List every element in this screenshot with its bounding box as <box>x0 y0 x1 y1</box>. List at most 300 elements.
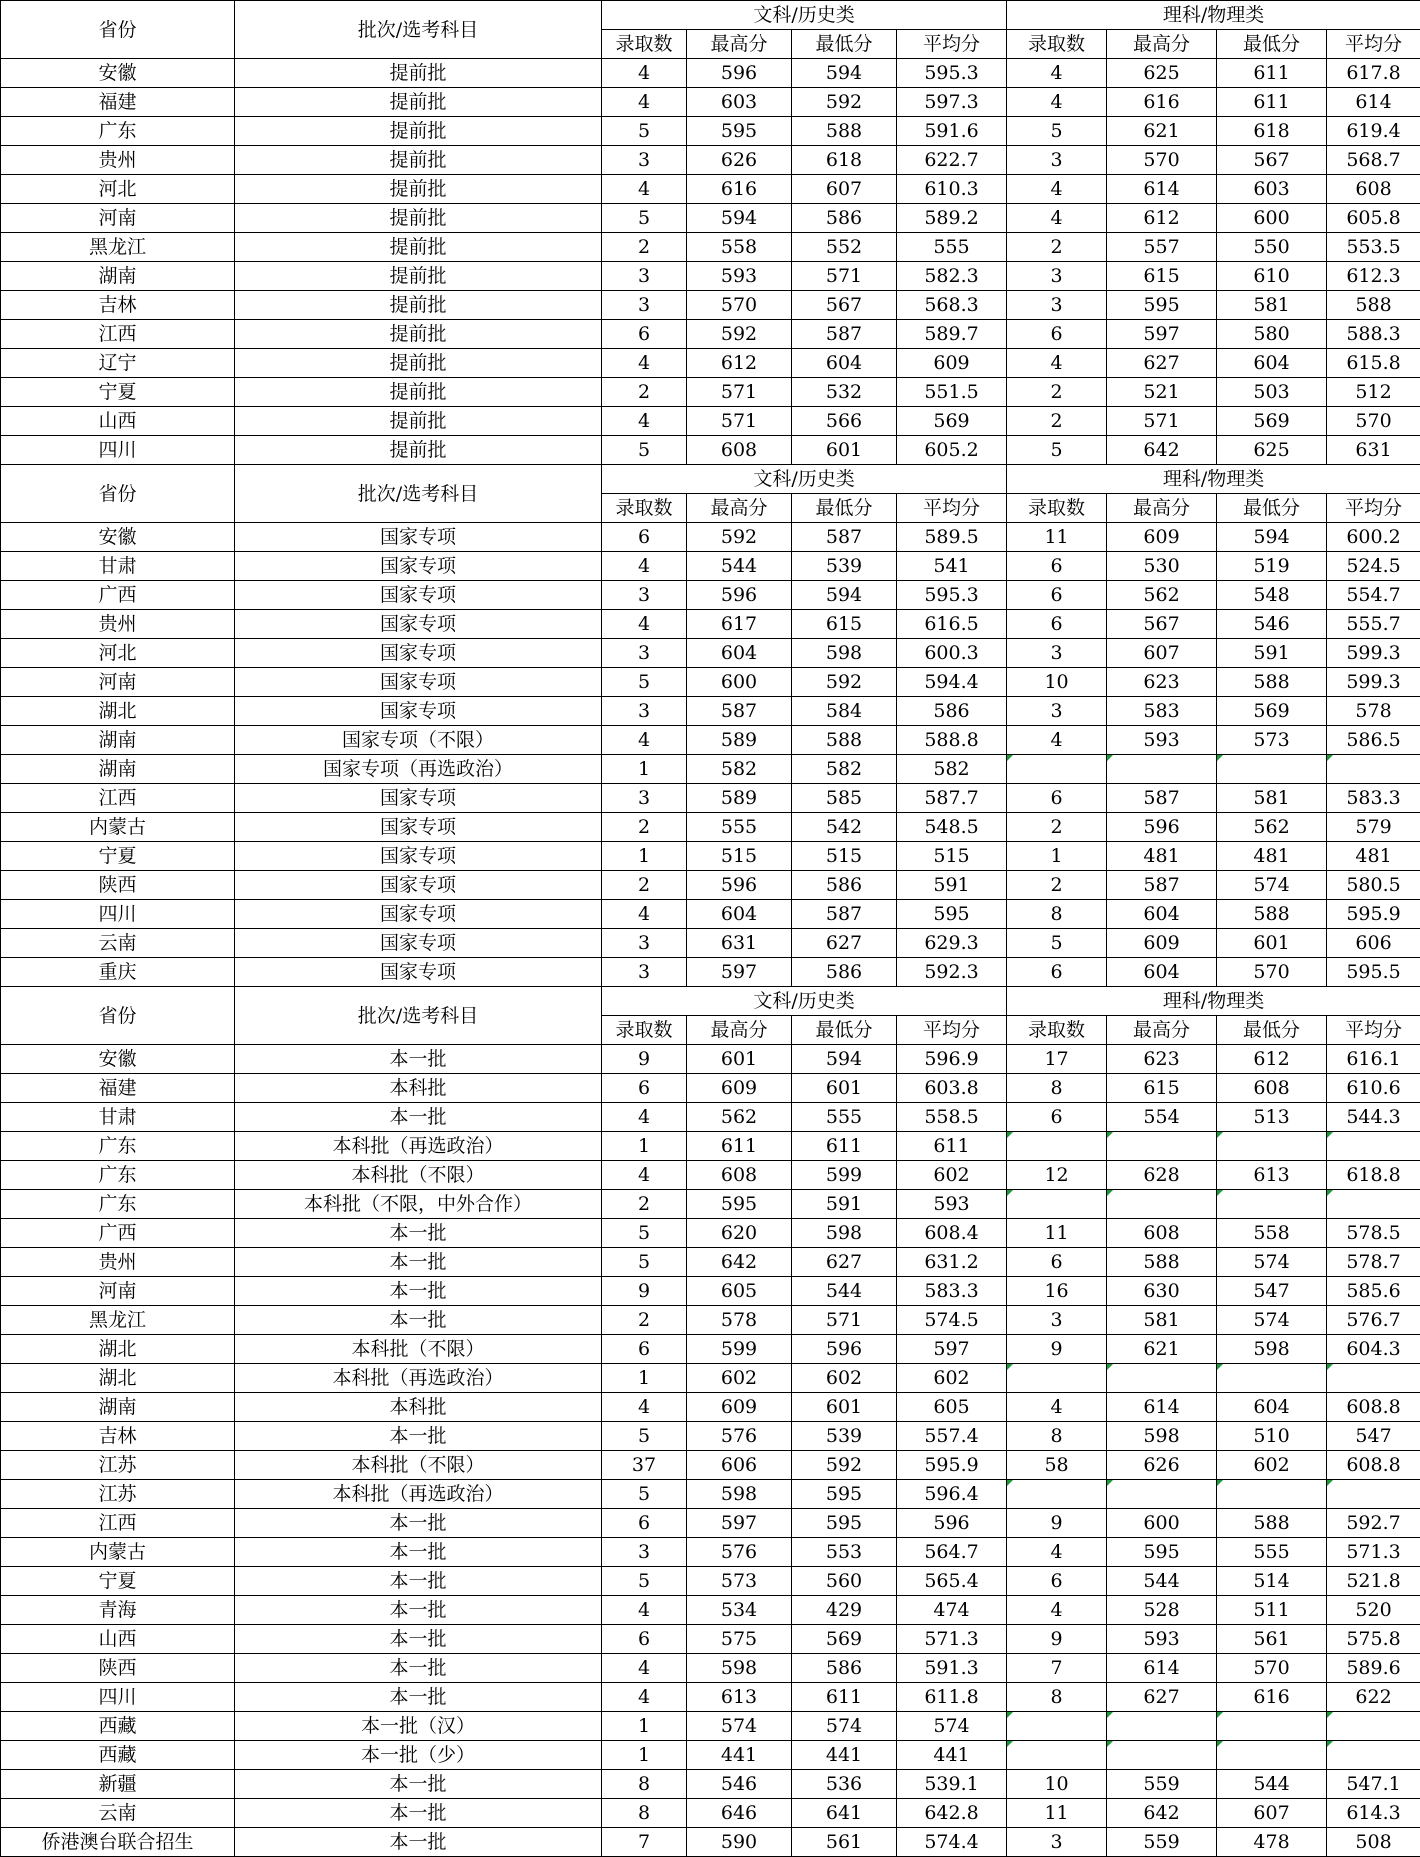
cell-science-count: 6 <box>1007 1567 1107 1596</box>
cell-liberal-avg: 595.9 <box>897 1451 1007 1480</box>
cell-province: 四川 <box>1 900 235 929</box>
cell-science-max: 528 <box>1107 1596 1217 1625</box>
cell-liberal-max: 573 <box>687 1567 792 1596</box>
table-row <box>1 523 1420 552</box>
cell-liberal-max: 595 <box>687 117 792 146</box>
cell-liberal-min: 595 <box>792 1509 897 1538</box>
cell-liberal-count: 4 <box>602 1683 687 1712</box>
cell-liberal-avg: 574 <box>897 1712 1007 1741</box>
cell-science-max <box>1107 1132 1217 1161</box>
cell-science-count: 3 <box>1007 697 1107 726</box>
cell-batch: 提前批 <box>235 175 602 204</box>
cell-science-min: 600 <box>1217 204 1327 233</box>
cell-liberal-min: 571 <box>792 262 897 291</box>
cell-batch: 提前批 <box>235 349 602 378</box>
cell-liberal-avg: 631.2 <box>897 1248 1007 1277</box>
cell-liberal-max: 592 <box>687 523 792 552</box>
cell-liberal-avg: 602 <box>897 1364 1007 1393</box>
cell-province: 甘肃 <box>1 552 235 581</box>
cell-liberal-avg: 548.5 <box>897 813 1007 842</box>
cell-liberal-max: 555 <box>687 813 792 842</box>
cell-science-min: 625 <box>1217 436 1327 465</box>
table-row <box>1 1161 1420 1190</box>
cell-science-count: 11 <box>1007 1219 1107 1248</box>
cell-province: 宁夏 <box>1 378 235 407</box>
cell-batch: 提前批 <box>235 436 602 465</box>
cell-batch: 国家专项 <box>235 581 602 610</box>
cell-liberal-max: 587 <box>687 697 792 726</box>
cell-liberal-max: 592 <box>687 320 792 349</box>
cell-liberal-avg: 593 <box>897 1190 1007 1219</box>
cell-liberal-avg: 541 <box>897 552 1007 581</box>
cell-science-min: 570 <box>1217 1654 1327 1683</box>
cell-science-min: 588 <box>1217 668 1327 697</box>
cell-batch: 提前批 <box>235 204 602 233</box>
cell-science-min: 607 <box>1217 1799 1327 1828</box>
cell-liberal-min: 441 <box>792 1741 897 1770</box>
cell-science-max: 600 <box>1107 1509 1217 1538</box>
table-row <box>1 552 1420 581</box>
cell-science-avg <box>1327 1741 1420 1770</box>
cell-province: 云南 <box>1 1799 235 1828</box>
header-liberal: 文科/历史类 <box>602 987 1007 1016</box>
table-row <box>1 1828 1420 1857</box>
cell-science-count: 6 <box>1007 958 1107 987</box>
cell-science-count: 8 <box>1007 1422 1107 1451</box>
table-row <box>1 1451 1420 1480</box>
cell-batch: 国家专项 <box>235 697 602 726</box>
header-batch: 批次/选考科目 <box>235 1 602 59</box>
cell-liberal-avg: 589.5 <box>897 523 1007 552</box>
table-row <box>1 262 1420 291</box>
cell-liberal-max: 599 <box>687 1335 792 1364</box>
cell-liberal-min: 586 <box>792 1654 897 1683</box>
cell-batch: 本科批 <box>235 1393 602 1422</box>
cell-province: 重庆 <box>1 958 235 987</box>
cell-liberal-count: 9 <box>602 1045 687 1074</box>
cell-province: 新疆 <box>1 1770 235 1799</box>
cell-science-avg: 600.2 <box>1327 523 1420 552</box>
cell-liberal-max: 596 <box>687 59 792 88</box>
cell-liberal-min: 611 <box>792 1132 897 1161</box>
cell-science-min: 503 <box>1217 378 1327 407</box>
cell-science-max: 557 <box>1107 233 1217 262</box>
cell-science-max: 587 <box>1107 871 1217 900</box>
cell-liberal-max: 570 <box>687 291 792 320</box>
table-row <box>1 1480 1420 1509</box>
cell-liberal-min: 602 <box>792 1364 897 1393</box>
subheader-science-min: 最低分 <box>1217 30 1327 59</box>
cell-province: 广东 <box>1 1132 235 1161</box>
cell-liberal-max: 441 <box>687 1741 792 1770</box>
cell-batch: 本一批 <box>235 1654 602 1683</box>
cell-science-max: 581 <box>1107 1306 1217 1335</box>
cell-science-count: 2 <box>1007 407 1107 436</box>
cell-science-count <box>1007 1480 1107 1509</box>
cell-science-count: 2 <box>1007 233 1107 262</box>
cell-science-avg: 599.3 <box>1327 639 1420 668</box>
cell-science-max: 642 <box>1107 1799 1217 1828</box>
cell-liberal-avg: 555 <box>897 233 1007 262</box>
cell-liberal-avg: 605 <box>897 1393 1007 1422</box>
cell-liberal-max: 608 <box>687 1161 792 1190</box>
cell-province: 河南 <box>1 668 235 697</box>
cell-science-count: 4 <box>1007 1393 1107 1422</box>
cell-science-count: 9 <box>1007 1509 1107 1538</box>
cell-liberal-max: 602 <box>687 1364 792 1393</box>
cell-province: 西藏 <box>1 1741 235 1770</box>
cell-province: 湖南 <box>1 1393 235 1422</box>
table-row <box>1 1654 1420 1683</box>
cell-science-count: 3 <box>1007 639 1107 668</box>
table-row <box>1 407 1420 436</box>
cell-province: 湖南 <box>1 755 235 784</box>
cell-liberal-count: 3 <box>602 697 687 726</box>
cell-liberal-max: 558 <box>687 233 792 262</box>
cell-liberal-avg: 605.2 <box>897 436 1007 465</box>
cell-liberal-max: 546 <box>687 1770 792 1799</box>
cell-liberal-avg: 565.4 <box>897 1567 1007 1596</box>
cell-province: 内蒙古 <box>1 813 235 842</box>
cell-science-avg <box>1327 1364 1420 1393</box>
cell-liberal-count: 6 <box>602 1074 687 1103</box>
cell-batch: 本一批 <box>235 1306 602 1335</box>
cell-science-max <box>1107 1364 1217 1393</box>
cell-liberal-count: 2 <box>602 233 687 262</box>
cell-liberal-min: 598 <box>792 639 897 668</box>
cell-liberal-min: 587 <box>792 523 897 552</box>
subheader-liberal-max: 最高分 <box>687 494 792 523</box>
cell-liberal-max: 613 <box>687 1683 792 1712</box>
cell-science-avg: 524.5 <box>1327 552 1420 581</box>
header-science: 理科/物理类 <box>1007 465 1420 494</box>
cell-liberal-min: 555 <box>792 1103 897 1132</box>
cell-liberal-min: 618 <box>792 146 897 175</box>
cell-liberal-avg: 629.3 <box>897 929 1007 958</box>
cell-science-max: 559 <box>1107 1828 1217 1857</box>
cell-liberal-avg: 588.8 <box>897 726 1007 755</box>
table-row <box>1 842 1420 871</box>
cell-science-min: 580 <box>1217 320 1327 349</box>
cell-science-max: 609 <box>1107 523 1217 552</box>
cell-liberal-max: 593 <box>687 262 792 291</box>
cell-liberal-avg: 582.3 <box>897 262 1007 291</box>
cell-liberal-avg: 583.3 <box>897 1277 1007 1306</box>
cell-science-avg: 544.3 <box>1327 1103 1420 1132</box>
cell-liberal-min: 598 <box>792 1219 897 1248</box>
cell-science-max: 621 <box>1107 117 1217 146</box>
cell-liberal-min: 560 <box>792 1567 897 1596</box>
subheader-science-avg: 平均分 <box>1327 1016 1420 1045</box>
cell-batch: 本一批 <box>235 1509 602 1538</box>
table-row <box>1 1045 1420 1074</box>
cell-science-avg: 555.7 <box>1327 610 1420 639</box>
cell-liberal-avg: 574.4 <box>897 1828 1007 1857</box>
cell-liberal-max: 589 <box>687 726 792 755</box>
cell-liberal-max: 616 <box>687 175 792 204</box>
cell-science-max: 628 <box>1107 1161 1217 1190</box>
cell-liberal-count: 4 <box>602 610 687 639</box>
cell-science-count: 6 <box>1007 581 1107 610</box>
header-liberal: 文科/历史类 <box>602 1 1007 30</box>
cell-science-max: 593 <box>1107 1625 1217 1654</box>
cell-science-avg: 520 <box>1327 1596 1420 1625</box>
cell-province: 湖北 <box>1 1335 235 1364</box>
cell-science-max: 642 <box>1107 436 1217 465</box>
cell-province: 四川 <box>1 436 235 465</box>
cell-science-max: 598 <box>1107 1422 1217 1451</box>
cell-liberal-max: 595 <box>687 1190 792 1219</box>
table-row <box>1 1393 1420 1422</box>
cell-liberal-count: 5 <box>602 1480 687 1509</box>
cell-liberal-max: 612 <box>687 349 792 378</box>
cell-province: 湖北 <box>1 1364 235 1393</box>
cell-liberal-min: 588 <box>792 117 897 146</box>
cell-science-min <box>1217 755 1327 784</box>
cell-liberal-max: 609 <box>687 1393 792 1422</box>
cell-science-count: 6 <box>1007 320 1107 349</box>
table-row <box>1 1364 1420 1393</box>
cell-science-max: 521 <box>1107 378 1217 407</box>
cell-science-min: 608 <box>1217 1074 1327 1103</box>
cell-science-max: 615 <box>1107 262 1217 291</box>
cell-science-count: 9 <box>1007 1335 1107 1364</box>
cell-science-avg: 618.8 <box>1327 1161 1420 1190</box>
cell-liberal-min: 586 <box>792 204 897 233</box>
cell-liberal-min: 592 <box>792 88 897 117</box>
cell-liberal-count: 2 <box>602 378 687 407</box>
table-row <box>1 117 1420 146</box>
cell-science-max: 616 <box>1107 88 1217 117</box>
cell-science-min: 570 <box>1217 958 1327 987</box>
cell-liberal-avg: 611.8 <box>897 1683 1007 1712</box>
cell-liberal-max: 578 <box>687 1306 792 1335</box>
cell-liberal-avg: 591.3 <box>897 1654 1007 1683</box>
cell-science-count: 4 <box>1007 726 1107 755</box>
cell-science-avg: 599.3 <box>1327 668 1420 697</box>
cell-liberal-min: 587 <box>792 320 897 349</box>
cell-science-min: 574 <box>1217 1306 1327 1335</box>
cell-science-avg: 508 <box>1327 1828 1420 1857</box>
cell-liberal-avg: 587.7 <box>897 784 1007 813</box>
subheader-science-min: 最低分 <box>1217 494 1327 523</box>
cell-liberal-min: 601 <box>792 436 897 465</box>
cell-province: 黑龙江 <box>1 1306 235 1335</box>
cell-liberal-min: 596 <box>792 1335 897 1364</box>
cell-liberal-count: 5 <box>602 1248 687 1277</box>
cell-liberal-min: 561 <box>792 1828 897 1857</box>
table-row <box>1 1741 1420 1770</box>
cell-province: 福建 <box>1 1074 235 1103</box>
cell-science-count: 3 <box>1007 262 1107 291</box>
cell-batch: 本一批 <box>235 1248 602 1277</box>
cell-batch: 本一批（少） <box>235 1741 602 1770</box>
cell-batch: 本一批 <box>235 1219 602 1248</box>
cell-liberal-min: 594 <box>792 59 897 88</box>
cell-science-min: 598 <box>1217 1335 1327 1364</box>
cell-science-max: 627 <box>1107 349 1217 378</box>
cell-science-count: 5 <box>1007 117 1107 146</box>
cell-liberal-min: 586 <box>792 958 897 987</box>
subheader-liberal-min: 最低分 <box>792 30 897 59</box>
cell-province: 广东 <box>1 1161 235 1190</box>
cell-science-min: 546 <box>1217 610 1327 639</box>
subheader-science-count: 录取数 <box>1007 30 1107 59</box>
cell-batch: 本科批（不限） <box>235 1451 602 1480</box>
cell-liberal-count: 37 <box>602 1451 687 1480</box>
cell-liberal-count: 4 <box>602 552 687 581</box>
cell-batch: 提前批 <box>235 59 602 88</box>
cell-liberal-avg: 564.7 <box>897 1538 1007 1567</box>
cell-liberal-count: 4 <box>602 1393 687 1422</box>
table-row <box>1 1103 1420 1132</box>
cell-science-min: 574 <box>1217 871 1327 900</box>
cell-science-min: 588 <box>1217 900 1327 929</box>
cell-province: 侨港澳台联合招生 <box>1 1828 235 1857</box>
table-row <box>1 958 1420 987</box>
table-row <box>1 1190 1420 1219</box>
cell-science-count: 10 <box>1007 668 1107 697</box>
cell-science-max: 604 <box>1107 900 1217 929</box>
cell-liberal-count: 1 <box>602 1712 687 1741</box>
cell-science-min: 612 <box>1217 1045 1327 1074</box>
cell-science-min: 544 <box>1217 1770 1327 1799</box>
cell-liberal-max: 646 <box>687 1799 792 1828</box>
cell-science-max: 614 <box>1107 1654 1217 1683</box>
cell-liberal-max: 574 <box>687 1712 792 1741</box>
cell-liberal-count: 6 <box>602 523 687 552</box>
cell-liberal-count: 3 <box>602 639 687 668</box>
cell-science-avg: 578.7 <box>1327 1248 1420 1277</box>
cell-liberal-count: 9 <box>602 1277 687 1306</box>
cell-liberal-min: 611 <box>792 1683 897 1712</box>
cell-province: 江西 <box>1 320 235 349</box>
table-row <box>1 784 1420 813</box>
subheader-liberal-avg: 平均分 <box>897 30 1007 59</box>
cell-science-min: 510 <box>1217 1422 1327 1451</box>
cell-liberal-min: 604 <box>792 349 897 378</box>
table-row <box>1 1277 1420 1306</box>
cell-liberal-max: 642 <box>687 1248 792 1277</box>
cell-science-count: 4 <box>1007 175 1107 204</box>
cell-batch: 本一批 <box>235 1103 602 1132</box>
cell-liberal-avg: 569 <box>897 407 1007 436</box>
cell-science-min: 511 <box>1217 1596 1327 1625</box>
cell-science-avg: 547.1 <box>1327 1770 1420 1799</box>
cell-science-avg: 580.5 <box>1327 871 1420 900</box>
table-row <box>1 1596 1420 1625</box>
cell-science-avg: 617.8 <box>1327 59 1420 88</box>
cell-science-max <box>1107 1190 1217 1219</box>
table-row <box>1 1567 1420 1596</box>
table-row <box>1 639 1420 668</box>
table-row <box>1 871 1420 900</box>
cell-province: 辽宁 <box>1 349 235 378</box>
cell-science-count: 17 <box>1007 1045 1107 1074</box>
cell-science-avg: 616.1 <box>1327 1045 1420 1074</box>
cell-liberal-max: 544 <box>687 552 792 581</box>
cell-batch: 国家专项 <box>235 784 602 813</box>
cell-science-max: 595 <box>1107 1538 1217 1567</box>
cell-province: 内蒙古 <box>1 1538 235 1567</box>
subheader-science-max: 最高分 <box>1107 1016 1217 1045</box>
cell-science-count: 16 <box>1007 1277 1107 1306</box>
cell-liberal-max: 534 <box>687 1596 792 1625</box>
cell-liberal-avg: 441 <box>897 1741 1007 1770</box>
cell-batch: 国家专项 <box>235 842 602 871</box>
cell-science-avg: 568.7 <box>1327 146 1420 175</box>
subheader-science-count: 录取数 <box>1007 494 1107 523</box>
cell-liberal-avg: 586 <box>897 697 1007 726</box>
cell-liberal-count: 1 <box>602 1741 687 1770</box>
cell-science-count: 2 <box>1007 813 1107 842</box>
cell-science-count: 11 <box>1007 1799 1107 1828</box>
cell-batch: 提前批 <box>235 146 602 175</box>
table-row <box>1 378 1420 407</box>
cell-province: 贵州 <box>1 146 235 175</box>
cell-science-count: 8 <box>1007 900 1107 929</box>
cell-science-min: 588 <box>1217 1509 1327 1538</box>
cell-liberal-min: 592 <box>792 1451 897 1480</box>
cell-batch: 本科批（不限，中外合作） <box>235 1190 602 1219</box>
cell-liberal-avg: 474 <box>897 1596 1007 1625</box>
cell-science-min: 573 <box>1217 726 1327 755</box>
cell-province: 湖南 <box>1 726 235 755</box>
cell-liberal-max: 590 <box>687 1828 792 1857</box>
cell-batch: 提前批 <box>235 320 602 349</box>
cell-province: 四川 <box>1 1683 235 1712</box>
cell-liberal-max: 589 <box>687 784 792 813</box>
cell-science-avg: 570 <box>1327 407 1420 436</box>
cell-province: 湖南 <box>1 262 235 291</box>
cell-science-avg: 512 <box>1327 378 1420 407</box>
cell-science-min: 602 <box>1217 1451 1327 1480</box>
cell-science-min: 562 <box>1217 813 1327 842</box>
cell-batch: 本科批（再选政治） <box>235 1132 602 1161</box>
subheader-liberal-min: 最低分 <box>792 494 897 523</box>
cell-batch: 国家专项（不限） <box>235 726 602 755</box>
cell-liberal-max: 604 <box>687 639 792 668</box>
cell-science-min: 594 <box>1217 523 1327 552</box>
cell-batch: 提前批 <box>235 88 602 117</box>
table-row <box>1 59 1420 88</box>
cell-province: 湖北 <box>1 697 235 726</box>
cell-science-max: 615 <box>1107 1074 1217 1103</box>
cell-liberal-avg: 616.5 <box>897 610 1007 639</box>
header-province: 省份 <box>1 987 235 1045</box>
cell-liberal-min: 532 <box>792 378 897 407</box>
cell-liberal-count: 6 <box>602 1335 687 1364</box>
cell-batch: 本一批 <box>235 1045 602 1074</box>
cell-science-avg: 576.7 <box>1327 1306 1420 1335</box>
cell-batch: 国家专项 <box>235 900 602 929</box>
cell-liberal-count: 2 <box>602 1190 687 1219</box>
cell-science-max: 554 <box>1107 1103 1217 1132</box>
cell-liberal-count: 5 <box>602 117 687 146</box>
cell-science-min <box>1217 1480 1327 1509</box>
cell-liberal-avg: 596.9 <box>897 1045 1007 1074</box>
cell-batch: 国家专项 <box>235 523 602 552</box>
cell-science-count: 6 <box>1007 610 1107 639</box>
cell-liberal-min: 588 <box>792 726 897 755</box>
cell-science-count <box>1007 1132 1107 1161</box>
cell-science-count: 4 <box>1007 204 1107 233</box>
cell-liberal-count: 4 <box>602 88 687 117</box>
cell-liberal-max: 598 <box>687 1480 792 1509</box>
cell-liberal-min: 584 <box>792 697 897 726</box>
cell-science-avg: 547 <box>1327 1422 1420 1451</box>
subheader-liberal-count: 录取数 <box>602 30 687 59</box>
